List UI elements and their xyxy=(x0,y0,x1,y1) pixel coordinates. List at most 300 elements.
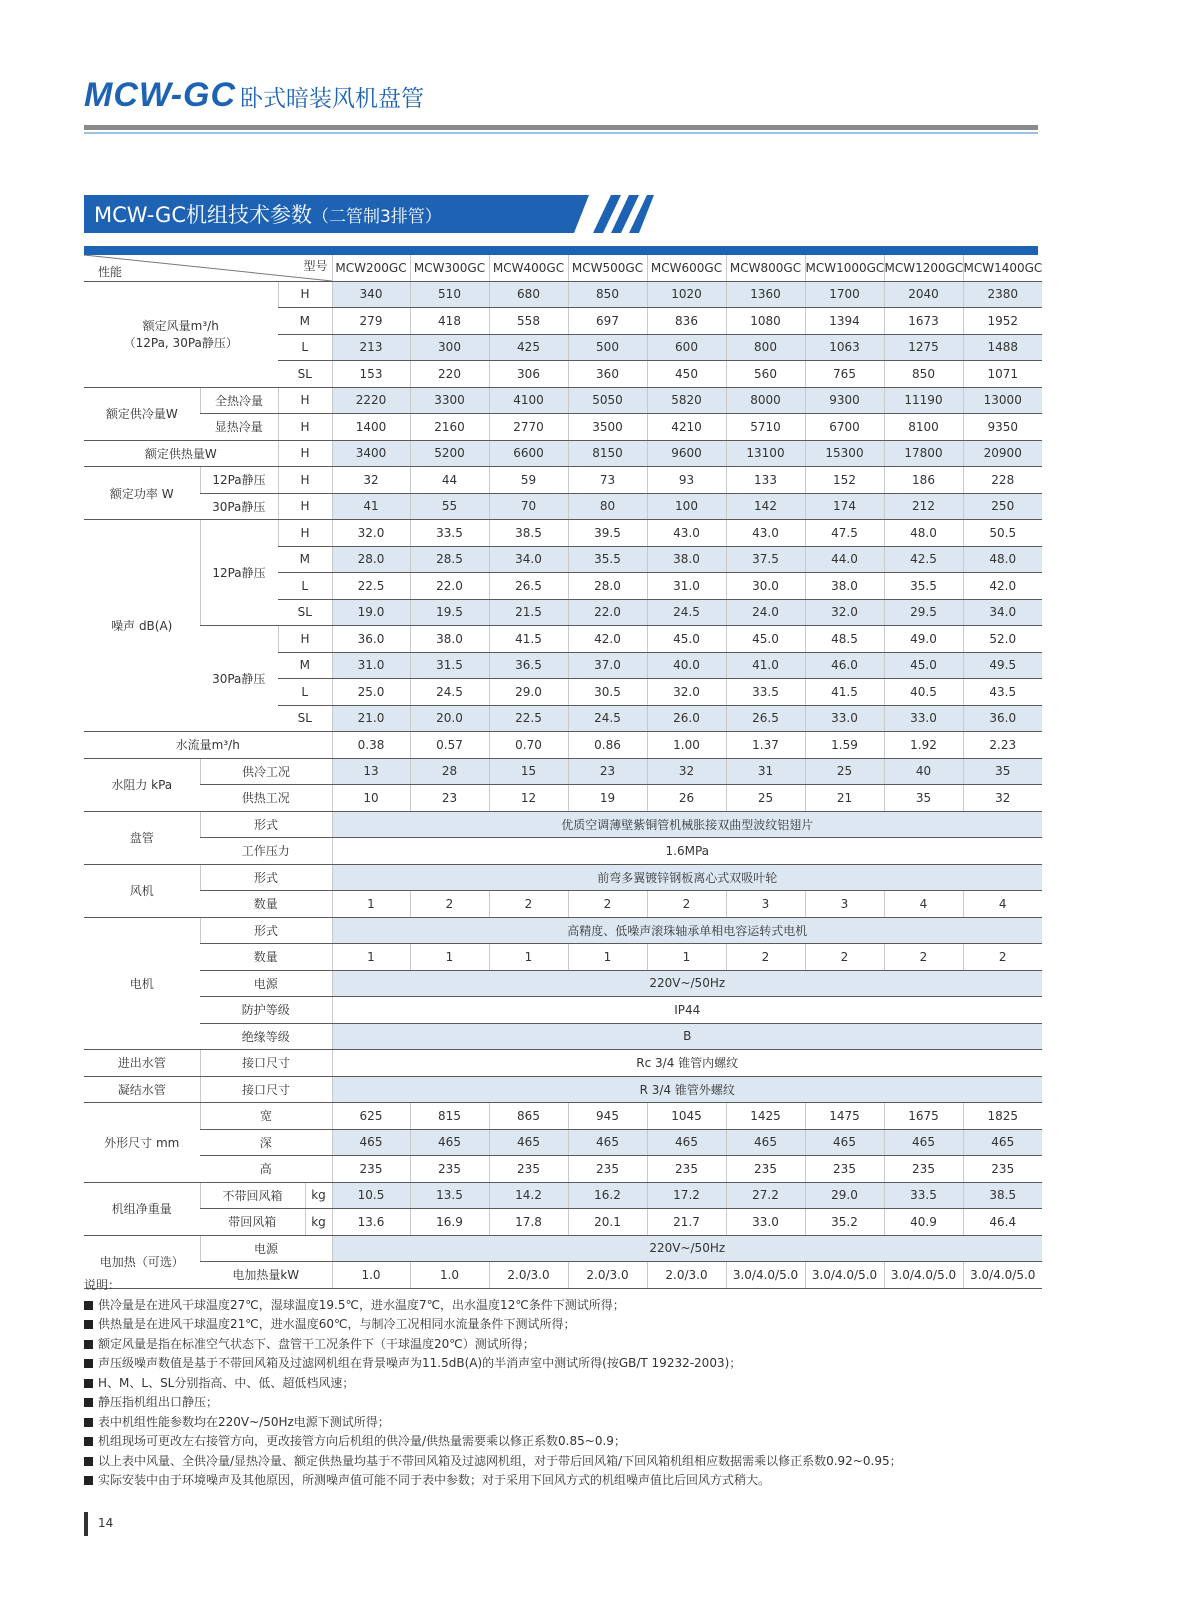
table-cell: 152 xyxy=(805,467,884,494)
table-cell: 25 xyxy=(726,785,805,812)
table-cell: 212 xyxy=(884,493,963,520)
power-sub-label: 30Pa静压 xyxy=(200,493,278,520)
table-cell: 80 xyxy=(568,493,647,520)
table-cell: 235 xyxy=(568,1156,647,1183)
table-row xyxy=(84,758,1042,785)
weight-sub-label: 带回风箱 xyxy=(200,1209,305,1236)
table-cell: 21.7 xyxy=(647,1209,726,1236)
table-cell: 8000 xyxy=(726,387,805,414)
table-cell: 5200 xyxy=(410,440,489,467)
table-cell: 0.86 xyxy=(568,732,647,759)
note-text: 供冷量是在进风干球温度27℃，湿球温度19.5℃，进水温度7℃，出水温度12℃条件下测试所得； xyxy=(98,1297,625,1312)
table-cell: 1.59 xyxy=(805,732,884,759)
note-item xyxy=(84,1393,1044,1413)
table-cell: 19.0 xyxy=(332,599,410,626)
table-cell: 1275 xyxy=(884,334,963,361)
table-cell: 41 xyxy=(332,493,410,520)
motor-qty-label: 数量 xyxy=(200,944,332,971)
table-cell: 3.0/4.0/5.0 xyxy=(963,1262,1042,1289)
table-cell-merged: 220V~/50Hz xyxy=(332,970,1042,997)
table-cell: 23 xyxy=(568,758,647,785)
table-cell: 1071 xyxy=(963,361,1042,388)
model-header: MCW1400GC xyxy=(963,255,1042,281)
table-cell: 1.0 xyxy=(332,1262,410,1289)
dimensions-sub-label: 宽 xyxy=(200,1103,332,1130)
speed-label: M xyxy=(278,652,332,679)
table-cell: 16.9 xyxy=(410,1209,489,1236)
table-cell: 1360 xyxy=(726,281,805,308)
table-cell: 55 xyxy=(410,493,489,520)
table-cell: 43.5 xyxy=(963,679,1042,706)
table-cell: 31.0 xyxy=(332,652,410,679)
notes-list xyxy=(84,1296,1044,1491)
table-cell: 50.5 xyxy=(963,520,1042,547)
table-cell-merged: 高精度、低噪声滚珠轴承单相电容运转式电机 xyxy=(332,917,1042,944)
table-cell: 24.5 xyxy=(410,679,489,706)
table-row xyxy=(84,520,1042,547)
table-cell-merged: 220V~/50Hz xyxy=(332,1235,1042,1262)
note-text: 静压指机组出口静压； xyxy=(98,1395,219,1409)
table-cell: 12 xyxy=(489,785,568,812)
table-cell: 1673 xyxy=(884,308,963,335)
table-cell: 1.0 xyxy=(410,1262,489,1289)
drain-pipe-sub-label: 接口尺寸 xyxy=(200,1076,332,1103)
model-header: MCW600GC xyxy=(647,255,726,281)
note-text: 实际安装中由于环境噪声及其他原因，所测噪声值可能不同于表中参数；对于采用下回风方式的机组噪声值比后回风方式稍大。 xyxy=(98,1473,771,1487)
corner-top-label: 型号 xyxy=(303,259,328,273)
table-cell: 42.5 xyxy=(884,546,963,573)
table-cell: 28 xyxy=(410,758,489,785)
weight-sub-label: 不带回风箱 xyxy=(200,1182,305,1209)
table-cell: 93 xyxy=(647,467,726,494)
table-cell: 4100 xyxy=(489,387,568,414)
table-cell: 35 xyxy=(963,758,1042,785)
table-cell: 23 xyxy=(410,785,489,812)
table-cell: 38.5 xyxy=(963,1182,1042,1209)
weight-unit-label: kg xyxy=(305,1209,332,1236)
table-cell: 235 xyxy=(805,1156,884,1183)
motor-form-label: 形式 xyxy=(200,917,332,944)
table-cell: 1400 xyxy=(332,414,410,441)
note-text: 声压级噪声数值是基于不带回风箱及过滤网机组在背景噪声为11.5dB(A)的半消声室中测试所得(按GB/T 19232-2003)； xyxy=(98,1356,742,1370)
table-cell: 228 xyxy=(963,467,1042,494)
airflow-label-line2: （12Pa, 30Pa静压） xyxy=(123,336,238,350)
table-cell: 1 xyxy=(489,944,568,971)
table-cell: 70 xyxy=(489,493,568,520)
table-row xyxy=(84,1156,1042,1183)
table-cell: 22.5 xyxy=(489,705,568,732)
table-cell: 40.9 xyxy=(884,1209,963,1236)
table-cell: 1 xyxy=(568,944,647,971)
table-row xyxy=(84,1023,1042,1050)
table-cell: 34.0 xyxy=(963,599,1042,626)
table-top-bar xyxy=(84,246,1038,255)
table-cell: 836 xyxy=(647,308,726,335)
table-cell: 1.00 xyxy=(647,732,726,759)
table-cell: 1952 xyxy=(963,308,1042,335)
table-cell: 32.0 xyxy=(332,520,410,547)
table-cell: 29.5 xyxy=(884,599,963,626)
table-cell: 560 xyxy=(726,361,805,388)
table-cell: 1080 xyxy=(726,308,805,335)
dimensions-sub-label: 高 xyxy=(200,1156,332,1183)
table-cell: 2 xyxy=(410,891,489,918)
table-cell: 33.5 xyxy=(410,520,489,547)
table-cell: 13100 xyxy=(726,440,805,467)
notes-section xyxy=(84,1276,1044,1491)
note-text: H、M、L、SL分别指高、中、低、超低档风速； xyxy=(98,1375,355,1390)
motor-insulation-label: 绝缘等级 xyxy=(200,1023,332,1050)
note-item xyxy=(84,1296,1044,1316)
table-cell: 213 xyxy=(332,334,410,361)
bullet-square-icon xyxy=(84,1457,93,1466)
table-cell-merged: 1.6MPa xyxy=(332,838,1042,865)
table-cell: 8150 xyxy=(568,440,647,467)
table-cell: 11190 xyxy=(884,387,963,414)
table-cell: 625 xyxy=(332,1103,410,1130)
table-cell: 250 xyxy=(963,493,1042,520)
table-cell: 0.70 xyxy=(489,732,568,759)
table-cell: 35.2 xyxy=(805,1209,884,1236)
table-cell: 1394 xyxy=(805,308,884,335)
table-cell: 25 xyxy=(805,758,884,785)
table-cell: 44 xyxy=(410,467,489,494)
table-cell: 680 xyxy=(489,281,568,308)
table-corner xyxy=(84,255,332,281)
table-cell: 24.5 xyxy=(568,705,647,732)
table-cell: 306 xyxy=(489,361,568,388)
table-cell: 30.0 xyxy=(726,573,805,600)
table-row xyxy=(84,811,1042,838)
table-cell: 9350 xyxy=(963,414,1042,441)
coil-form-label: 形式 xyxy=(200,811,332,838)
table-cell: 47.5 xyxy=(805,520,884,547)
table-row xyxy=(84,1235,1042,1262)
table-row xyxy=(84,891,1042,918)
table-cell: 4 xyxy=(963,891,1042,918)
table-cell: 13000 xyxy=(963,387,1042,414)
table-cell-merged: 优质空调薄壁紫铜管机械胀接双曲型波纹铝翅片 xyxy=(332,811,1042,838)
table-cell: 16.2 xyxy=(568,1182,647,1209)
table-cell: 6600 xyxy=(489,440,568,467)
table-cell-merged: R 3/4 锥管外螺纹 xyxy=(332,1076,1042,1103)
bullet-square-icon xyxy=(84,1398,93,1407)
page-number-bar xyxy=(84,1512,88,1536)
table-cell: 2 xyxy=(568,891,647,918)
table-cell: 34.0 xyxy=(489,546,568,573)
table-cell: 5710 xyxy=(726,414,805,441)
table-cell: 2 xyxy=(647,891,726,918)
table-cell: 340 xyxy=(332,281,410,308)
table-cell: 29.0 xyxy=(805,1182,884,1209)
table-cell: 850 xyxy=(884,361,963,388)
table-cell: 1 xyxy=(410,944,489,971)
table-row xyxy=(84,493,1042,520)
table-cell: 26.0 xyxy=(647,705,726,732)
motor-label: 电机 xyxy=(84,917,200,1050)
speed-label: H xyxy=(278,281,332,308)
table-cell: 2 xyxy=(805,944,884,971)
dimensions-sub-label: 深 xyxy=(200,1129,332,1156)
table-cell: 17.8 xyxy=(489,1209,568,1236)
table-cell: 13 xyxy=(332,758,410,785)
table-cell: 2 xyxy=(726,944,805,971)
table-cell: 100 xyxy=(647,493,726,520)
speed-label: SL xyxy=(278,599,332,626)
table-cell: 38.0 xyxy=(805,573,884,600)
table-cell: 38.0 xyxy=(410,626,489,653)
table-cell: 32 xyxy=(647,758,726,785)
table-cell-merged: Rc 3/4 锥管内螺纹 xyxy=(332,1050,1042,1077)
table-cell: 815 xyxy=(410,1103,489,1130)
table-cell: 21.0 xyxy=(332,705,410,732)
table-cell: 9600 xyxy=(647,440,726,467)
speed-label: H xyxy=(278,440,332,467)
table-cell: 48.5 xyxy=(805,626,884,653)
table-row xyxy=(84,970,1042,997)
motor-protect-label: 防护等级 xyxy=(200,997,332,1024)
page-number: 14 xyxy=(98,1516,114,1530)
table-cell: 235 xyxy=(963,1156,1042,1183)
table-cell: 765 xyxy=(805,361,884,388)
table-cell: 5820 xyxy=(647,387,726,414)
table-cell: 142 xyxy=(726,493,805,520)
table-cell: 1.37 xyxy=(726,732,805,759)
table-cell: 28.0 xyxy=(568,573,647,600)
table-cell: 46.0 xyxy=(805,652,884,679)
table-row xyxy=(84,838,1042,865)
table-cell: 42.0 xyxy=(963,573,1042,600)
brand-name: MCW-GC xyxy=(84,76,237,114)
table-cell: 1425 xyxy=(726,1103,805,1130)
table-cell: 38.0 xyxy=(647,546,726,573)
table-cell: 49.5 xyxy=(963,652,1042,679)
table-cell: 1063 xyxy=(805,334,884,361)
bullet-square-icon xyxy=(84,1359,93,1368)
table-row xyxy=(84,414,1042,441)
table-row xyxy=(84,281,1042,308)
speed-label: L xyxy=(278,573,332,600)
bullet-square-icon xyxy=(84,1320,93,1329)
model-header: MCW1000GC xyxy=(805,255,884,281)
heating-label: 额定供热量W xyxy=(84,440,278,467)
table-row xyxy=(84,1050,1042,1077)
table-cell: 45.0 xyxy=(647,626,726,653)
noise-sub-label: 12Pa静压 xyxy=(200,520,278,626)
note-item xyxy=(84,1335,1044,1355)
bullet-square-icon xyxy=(84,1476,93,1485)
power-sub-label: 12Pa静压 xyxy=(200,467,278,494)
table-cell: 32.0 xyxy=(647,679,726,706)
table-cell: 13.5 xyxy=(410,1182,489,1209)
table-cell: 32 xyxy=(963,785,1042,812)
table-cell: 31.5 xyxy=(410,652,489,679)
page-header xyxy=(84,76,424,120)
table-cell: 42.0 xyxy=(568,626,647,653)
note-item xyxy=(84,1432,1044,1452)
table-cell: 235 xyxy=(489,1156,568,1183)
table-cell: 45.0 xyxy=(726,626,805,653)
table-cell: 3 xyxy=(805,891,884,918)
table-cell: 15 xyxy=(489,758,568,785)
section-banner xyxy=(84,195,654,233)
table-cell: 9300 xyxy=(805,387,884,414)
table-cell: 13.6 xyxy=(332,1209,410,1236)
speed-label: L xyxy=(278,679,332,706)
section-title: MCW-GC机组技术参数 xyxy=(94,203,312,227)
table-cell: 1475 xyxy=(805,1103,884,1130)
table-cell: 465 xyxy=(805,1129,884,1156)
note-text: 表中机组性能参数均在220V~/50Hz电源下测试所得； xyxy=(98,1414,390,1429)
table-cell: 3400 xyxy=(332,440,410,467)
bullet-square-icon xyxy=(84,1340,93,1349)
notes-title: 说明： xyxy=(84,1278,121,1292)
table-cell: 2.0/3.0 xyxy=(568,1262,647,1289)
table-cell: 4210 xyxy=(647,414,726,441)
table-cell: 697 xyxy=(568,308,647,335)
table-cell: 2 xyxy=(489,891,568,918)
table-cell: 2770 xyxy=(489,414,568,441)
table-cell: 418 xyxy=(410,308,489,335)
table-cell: 46.4 xyxy=(963,1209,1042,1236)
table-cell: 31.0 xyxy=(647,573,726,600)
coil-label: 盘管 xyxy=(84,811,200,864)
speed-label: M xyxy=(278,546,332,573)
note-item xyxy=(84,1413,1044,1433)
header-rule-light xyxy=(84,132,1038,134)
table-cell: 2160 xyxy=(410,414,489,441)
table-cell: 945 xyxy=(568,1103,647,1130)
table-cell: 1825 xyxy=(963,1103,1042,1130)
model-header: MCW800GC xyxy=(726,255,805,281)
table-cell: 1 xyxy=(332,944,410,971)
speed-label: H xyxy=(278,387,332,414)
table-cell: 800 xyxy=(726,334,805,361)
table-cell: 2220 xyxy=(332,387,410,414)
table-cell: 3.0/4.0/5.0 xyxy=(726,1262,805,1289)
table-cell: 33.5 xyxy=(884,1182,963,1209)
table-cell: 36.0 xyxy=(963,705,1042,732)
speed-label: SL xyxy=(278,361,332,388)
inlet-pipe-label: 进出水管 xyxy=(84,1050,200,1077)
table-cell: 40 xyxy=(884,758,963,785)
table-cell: 1 xyxy=(332,891,410,918)
table-cell: 235 xyxy=(726,1156,805,1183)
table-cell: 600 xyxy=(647,334,726,361)
table-cell: 235 xyxy=(884,1156,963,1183)
table-cell: 558 xyxy=(489,308,568,335)
note-text: 机组现场可更改左右接管方向，更改接管方向后机组的供冷量/供热量需要乘以修正系数0.85~0.9； xyxy=(98,1434,626,1448)
table-cell: 49.0 xyxy=(884,626,963,653)
header-rule xyxy=(84,125,1038,130)
table-cell: 300 xyxy=(410,334,489,361)
table-row xyxy=(84,997,1042,1024)
table-row xyxy=(84,1182,1042,1209)
table-cell: 8100 xyxy=(884,414,963,441)
table-cell: 450 xyxy=(647,361,726,388)
table-cell: 6700 xyxy=(805,414,884,441)
table-cell: 36.5 xyxy=(489,652,568,679)
table-cell: 26.5 xyxy=(489,573,568,600)
table-cell: 865 xyxy=(489,1103,568,1130)
table-cell: 20.1 xyxy=(568,1209,647,1236)
table-cell: 0.57 xyxy=(410,732,489,759)
table-cell: 10 xyxy=(332,785,410,812)
table-cell: 500 xyxy=(568,334,647,361)
table-row xyxy=(84,1129,1042,1156)
table-cell: 1700 xyxy=(805,281,884,308)
table-cell: 26.5 xyxy=(726,705,805,732)
table-cell: 24.0 xyxy=(726,599,805,626)
table-cell: 30.5 xyxy=(568,679,647,706)
note-text: 供热量是在进风干球温度21℃，进水温度60℃，与制冷工况相同水流量条件下测试所得； xyxy=(98,1317,576,1331)
water-resistance-sub-label: 供冷工况 xyxy=(200,758,332,785)
table-cell: 33.0 xyxy=(805,705,884,732)
header-title: 卧式暗装风机盘管 xyxy=(240,86,425,112)
note-text: 额定风量是指在标准空气状态下、盘管干工况条件下（干球温度20℃）测试所得； xyxy=(98,1336,535,1351)
table-cell: 73 xyxy=(568,467,647,494)
table-cell: 465 xyxy=(410,1129,489,1156)
airflow-label-line1: 额定风量m³/h xyxy=(142,319,219,333)
table-cell: 1488 xyxy=(963,334,1042,361)
speed-label: H xyxy=(278,520,332,547)
table-cell: 235 xyxy=(647,1156,726,1183)
table-cell: 26 xyxy=(647,785,726,812)
table-cell: 1.92 xyxy=(884,732,963,759)
electric-heater-label: 电加热（可选） xyxy=(84,1235,200,1288)
table-cell: 174 xyxy=(805,493,884,520)
table-cell: 10.5 xyxy=(332,1182,410,1209)
table-row xyxy=(84,944,1042,971)
table-cell: 1675 xyxy=(884,1103,963,1130)
table-cell: 465 xyxy=(332,1129,410,1156)
section-subtitle: （二管制3排管） xyxy=(311,207,442,227)
table-cell: 3300 xyxy=(410,387,489,414)
coil-pressure-label: 工作压力 xyxy=(200,838,332,865)
table-cell: 38.5 xyxy=(489,520,568,547)
table-cell: 59 xyxy=(489,467,568,494)
note-item xyxy=(84,1471,1044,1491)
table-cell: 3.0/4.0/5.0 xyxy=(884,1262,963,1289)
table-cell: 21.5 xyxy=(489,599,568,626)
table-row xyxy=(84,1209,1042,1236)
note-item xyxy=(84,1374,1044,1394)
cooling-sub-label: 显热冷量 xyxy=(200,414,278,441)
table-row xyxy=(84,440,1042,467)
water-flow-label: 水流量m³/h xyxy=(84,732,332,759)
power-label: 额定功率 W xyxy=(84,467,200,520)
fan-label: 风机 xyxy=(84,864,200,917)
model-header: MCW200GC xyxy=(332,255,410,281)
table-cell: 3500 xyxy=(568,414,647,441)
table-cell: 27.2 xyxy=(726,1182,805,1209)
table-cell: 40.0 xyxy=(647,652,726,679)
cooling-label: 额定供冷量W xyxy=(84,387,200,440)
table-cell: 20.0 xyxy=(410,705,489,732)
table-cell-merged: IP44 xyxy=(332,997,1042,1024)
table-cell: 28.5 xyxy=(410,546,489,573)
table-cell: 2 xyxy=(963,944,1042,971)
table-cell: 235 xyxy=(410,1156,489,1183)
table-cell: 465 xyxy=(963,1129,1042,1156)
table-cell: 17.2 xyxy=(647,1182,726,1209)
table-cell: 3 xyxy=(726,891,805,918)
table-cell: 40.5 xyxy=(884,679,963,706)
table-cell: 17800 xyxy=(884,440,963,467)
table-row xyxy=(84,732,1042,759)
table-cell: 153 xyxy=(332,361,410,388)
fan-qty-label: 数量 xyxy=(200,891,332,918)
